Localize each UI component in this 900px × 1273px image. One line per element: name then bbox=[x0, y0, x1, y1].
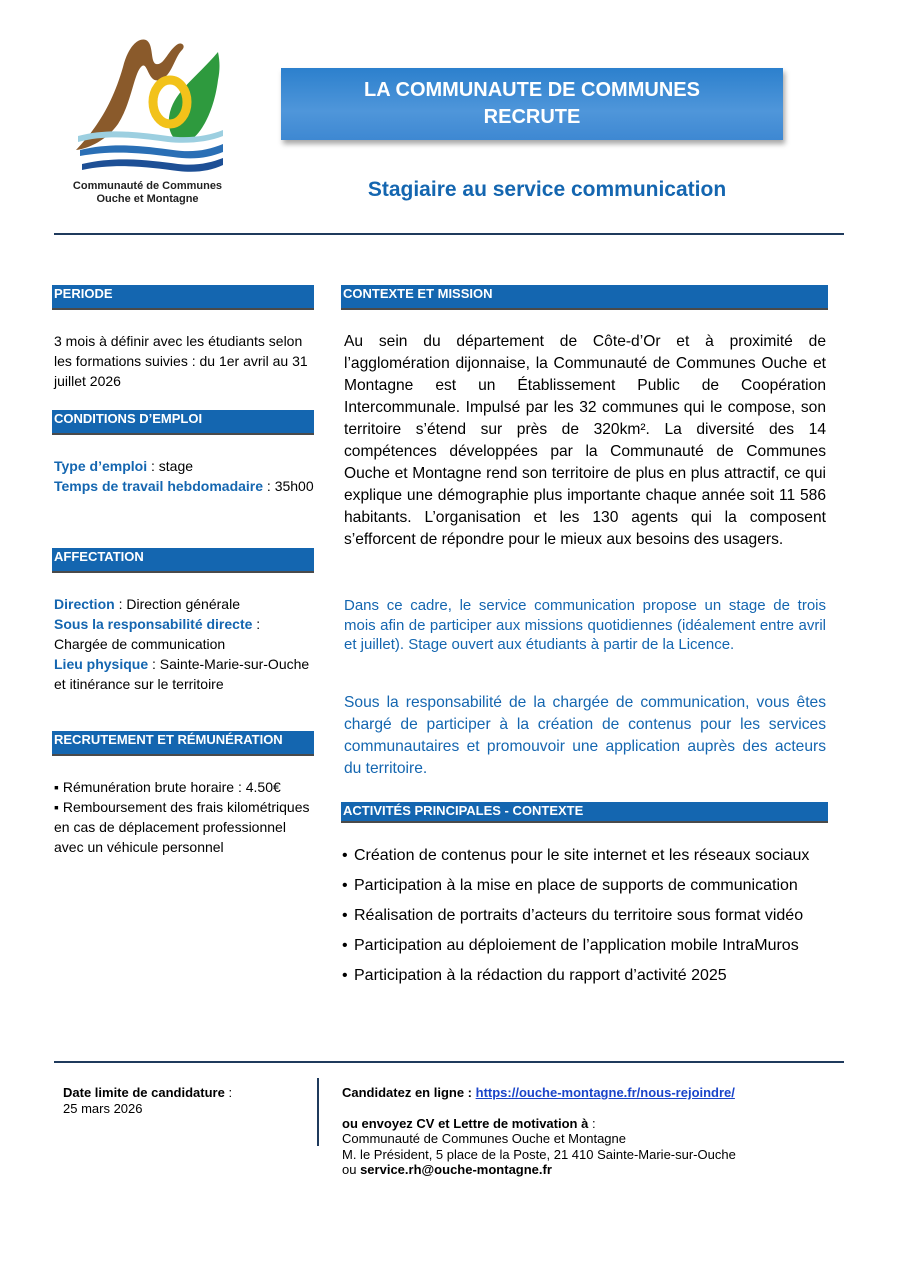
contexte-paragraph-1: Au sein du département de Côte-d’Or et à proximité de l’agglomération dijonnaise, la Communauté de Communes Ouche et Montagne est un Établissement Public de Coopération Intercommunale. Impulsé par les 32 communes qui le compose, son territoire s’étend sur près de 320km². La diversité des 14 compétences développées par la Communauté de Communes Ouche et Montagne rend son territoire de plus en plus attractif, ce qui explique une démographie plus importante chaque année soit 11 586 habitants. L’organisation et les 130 agents qui la composent s’efforcent de répondre pour le mieux aux besoins des usagers. bbox=[344, 333, 826, 548]
recruit-banner bbox=[281, 68, 783, 140]
remuneration-item: ▪ Rémunération brute horaire : 4.50€ bbox=[54, 779, 281, 795]
logo-name-line2: Ouche et Montagne bbox=[96, 193, 199, 205]
email-address[interactable]: service.rh@ouche-montagne.fr bbox=[360, 1162, 552, 1177]
address-line1: Communauté de Communes Ouche et Montagne bbox=[342, 1131, 626, 1146]
mail-sep: : bbox=[588, 1115, 596, 1131]
list-item: • Participation à la rédaction du rapport d’activité 2025 bbox=[342, 967, 727, 984]
affectation-header: AFFECTATION bbox=[52, 548, 314, 573]
list-item: • Participation au déploiement de l’application mobile IntraMuros bbox=[342, 937, 799, 954]
contexte-header: CONTEXTE ET MISSION bbox=[341, 285, 828, 310]
logo-name-line1: Communauté de Communes bbox=[72, 180, 223, 192]
deadline-sep: : bbox=[224, 1085, 233, 1100]
conditions-block bbox=[54, 456, 314, 496]
deadline-label: Date limite de candidature bbox=[63, 1085, 225, 1100]
list-item: • Participation à la mise en place de supports de communication bbox=[342, 877, 798, 894]
apply-block bbox=[342, 1085, 862, 1178]
conditions-header: CONDITIONS D’EMPLOI bbox=[52, 410, 314, 435]
mail-label: ou envoyez CV et Lettre de motivation à bbox=[342, 1115, 589, 1131]
top-divider bbox=[54, 233, 844, 235]
email-prefix: ou bbox=[342, 1162, 361, 1177]
list-item: • Réalisation de portraits d’acteurs du territoire sous format vidéo bbox=[342, 907, 804, 924]
affectation-block bbox=[54, 594, 314, 694]
periode-header: PERIODE bbox=[52, 285, 314, 310]
responsabilite-value: : Chargée de communication bbox=[54, 616, 261, 652]
list-item: • Création de contenus pour le site internet et les réseaux sociaux bbox=[342, 847, 810, 864]
bottom-divider bbox=[54, 1061, 844, 1063]
banner-line1: LA COMMUNAUTE DE COMMUNES bbox=[364, 79, 700, 101]
contexte-paragraph-2: Dans ce cadre, le service communication propose un stage de trois mois afin de participer aux missions quotidiennes (idéalement entre avril et juillet). Stage ouvert aux étudiants à partir de la Licence. bbox=[344, 597, 826, 653]
deadline-value: 25 mars 2026 bbox=[63, 1100, 143, 1116]
direction-value: : Direction générale bbox=[114, 596, 240, 612]
periode-text: 3 mois à définir avec les étudiants selon les formations suivies : du 1er avril au 31 juillet 2026 bbox=[54, 333, 308, 389]
job-title: Stagiaire au service communication bbox=[367, 178, 727, 201]
direction-label: Direction bbox=[54, 596, 115, 612]
apply-link[interactable]: https://ouche-montagne.fr/nous-rejoindre/ bbox=[475, 1085, 735, 1100]
type-emploi-value: : stage bbox=[147, 458, 194, 474]
address-line2: M. le Président, 5 place de la Poste, 21 410 Sainte-Marie-sur-Ouche bbox=[342, 1146, 736, 1162]
temps-travail-label: Temps de travail hebdomadaire bbox=[54, 478, 264, 494]
logo-emblem-icon bbox=[68, 32, 228, 177]
temps-travail-value: : 35h00 bbox=[263, 478, 314, 494]
type-emploi-label: Type d’emploi bbox=[54, 458, 148, 474]
contexte-paragraph-3: Sous la responsabilité de la chargée de communication, vous êtes chargé de participer à la création de contenus pour les services communautaires et promouvoir une application auprès des acteurs du territoire. bbox=[344, 694, 826, 777]
lieu-label: Lieu physique bbox=[54, 656, 149, 672]
responsabilite-label: Sous la responsabilité directe bbox=[54, 616, 253, 632]
lieu-value: : Sainte-Marie-sur-Ouche et itinérance sur le territoire bbox=[54, 656, 310, 692]
activites-list bbox=[342, 846, 842, 996]
banner-line2: RECRUTE bbox=[483, 106, 581, 128]
activites-header: ACTIVITÉS PRINCIPALES - CONTEXTE bbox=[341, 802, 828, 823]
recrutement-block bbox=[54, 777, 314, 857]
deadline-block bbox=[63, 1085, 303, 1116]
recrutement-header: RECRUTEMENT ET RÉMUNÉRATION bbox=[52, 731, 314, 756]
remboursement-item: ▪ Remboursement des frais kilométriques en cas de déplacement professionnel avec un véhicule personnel bbox=[54, 799, 310, 855]
footer-vertical-divider bbox=[317, 1078, 319, 1146]
logo bbox=[60, 32, 235, 212]
online-label: Candidatez en ligne : bbox=[342, 1085, 476, 1100]
